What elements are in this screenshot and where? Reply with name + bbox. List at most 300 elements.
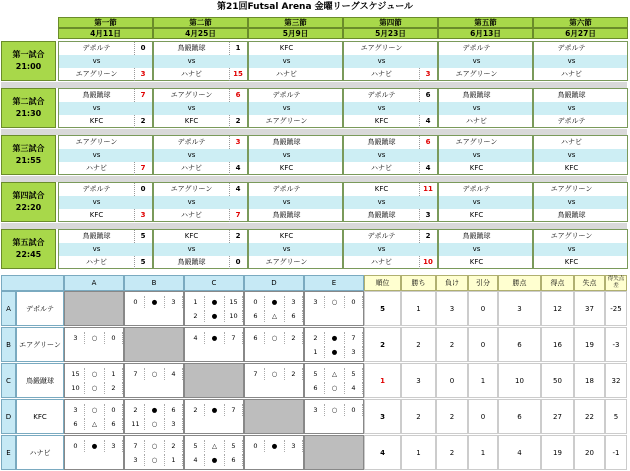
standings-row <box>1 363 627 398</box>
round-name: 第三節 <box>248 17 343 28</box>
match-cell <box>153 88 248 128</box>
match-cell <box>248 229 343 269</box>
result-line <box>125 296 185 308</box>
match-line <box>439 149 532 162</box>
vs-label: vs <box>187 198 196 206</box>
result-cell <box>304 399 364 434</box>
team-letter: E <box>1 435 16 470</box>
team-name: 鳥鍛蹴球 <box>557 211 586 219</box>
team-name: デポルテ <box>272 185 301 193</box>
col-header: C <box>184 275 244 291</box>
match-line <box>344 230 437 243</box>
result-line <box>185 404 245 416</box>
match-line <box>249 149 342 162</box>
match-line <box>249 68 342 81</box>
result-value: △ <box>205 440 225 452</box>
result-cell <box>64 291 124 326</box>
score: 6 <box>419 89 436 102</box>
corner-cell <box>1 275 64 291</box>
team-name: ハナビ <box>86 164 107 172</box>
match-line <box>249 183 342 196</box>
match-line <box>439 55 532 68</box>
result-cell <box>124 363 184 398</box>
result-cell <box>244 327 304 362</box>
result-cell <box>184 363 244 398</box>
result-value: 0 <box>247 296 265 308</box>
match-line <box>249 196 342 209</box>
result-value: 3 <box>285 440 303 452</box>
match-line <box>249 89 342 102</box>
game-label <box>1 41 56 81</box>
team-name: ハナビ <box>561 70 582 78</box>
team-name: 鳥鍛蹴球 <box>272 138 301 146</box>
result-value: ○ <box>145 418 165 430</box>
result-value: 6 <box>307 382 325 394</box>
score: 4 <box>229 162 246 175</box>
stat-header: 負け <box>436 275 468 291</box>
match-line <box>534 68 627 81</box>
match-line <box>344 209 437 222</box>
team-name: デポルテ <box>557 117 586 125</box>
score: 3 <box>419 209 436 222</box>
team-name: デポルテ <box>82 185 111 193</box>
vs-label: vs <box>92 198 101 206</box>
match-line <box>534 243 627 256</box>
score: 7 <box>134 89 151 102</box>
match-line <box>154 42 247 55</box>
result-value: 6 <box>165 404 183 416</box>
match-cell <box>153 41 248 81</box>
result-value: 2 <box>127 404 145 416</box>
game-block <box>1 135 627 175</box>
goal-diff: -1 <box>605 435 627 470</box>
result-value: 0 <box>127 296 145 308</box>
match-cell <box>248 41 343 81</box>
vs-label: vs <box>187 245 196 253</box>
result-value: 1 <box>105 368 123 380</box>
vs-label: vs <box>567 151 576 159</box>
team-name: KFC <box>469 258 484 266</box>
match-line <box>59 230 152 243</box>
score: 15 <box>229 68 246 81</box>
team-name: エアグリーン <box>550 232 593 240</box>
result-value: ○ <box>145 368 165 380</box>
match-cell <box>248 88 343 128</box>
score: 2 <box>419 230 436 243</box>
match-cell <box>438 182 533 222</box>
result-value: ● <box>145 404 165 416</box>
stat-header: 勝ち <box>401 275 436 291</box>
result-value: △ <box>265 310 285 322</box>
standings-row <box>1 327 627 362</box>
team-name: 鳥鍛蹴球 <box>272 211 301 219</box>
match-cell <box>438 135 533 175</box>
vs-label: vs <box>92 57 101 65</box>
game-time: 22:45 <box>15 250 42 259</box>
match-line <box>59 102 152 115</box>
result-line <box>185 310 245 322</box>
game-number: 第一試合 <box>12 50 45 59</box>
team-name: デポルテ <box>177 138 206 146</box>
result-value: ○ <box>325 404 345 416</box>
result-line <box>305 382 365 394</box>
vs-label: vs <box>377 198 386 206</box>
team-name: ハナビ <box>466 117 487 125</box>
match-cell <box>343 229 438 269</box>
match-line <box>344 115 437 128</box>
result-value: 3 <box>105 440 123 452</box>
match-line <box>249 55 342 68</box>
result-cell <box>184 327 244 362</box>
score: 3 <box>134 209 151 222</box>
result-cell <box>304 291 364 326</box>
vs-label: vs <box>567 198 576 206</box>
goals-for: 27 <box>541 399 574 434</box>
result-value: ● <box>265 440 285 452</box>
vs-label: vs <box>377 151 386 159</box>
result-line <box>305 296 365 308</box>
score: 2 <box>229 115 246 128</box>
match-line <box>154 243 247 256</box>
match-line <box>439 209 532 222</box>
vs-label: vs <box>472 245 481 253</box>
game-block <box>1 182 627 222</box>
result-value: 1 <box>307 346 325 358</box>
result-value: 7 <box>225 404 243 416</box>
vs-label: vs <box>472 104 481 112</box>
rank: 4 <box>364 435 401 470</box>
result-line <box>65 368 125 380</box>
result-value: ● <box>205 332 225 344</box>
team-name: デポルテ <box>462 185 491 193</box>
match-cell <box>153 182 248 222</box>
score: 0 <box>134 42 151 55</box>
game-time: 21:55 <box>15 156 42 165</box>
score: 3 <box>229 136 246 149</box>
team-name: デポルテ <box>367 91 396 99</box>
match-line <box>249 136 342 149</box>
vs-label: vs <box>472 198 481 206</box>
result-line <box>65 418 125 430</box>
team-name: エアグリーン <box>455 138 498 146</box>
vs-label: vs <box>472 151 481 159</box>
game-label <box>1 135 56 175</box>
match-line <box>154 183 247 196</box>
team-letter: C <box>1 363 16 398</box>
team-name: 鳥鍛蹴球 <box>462 232 491 240</box>
rank: 1 <box>364 363 401 398</box>
result-value: ● <box>325 332 345 344</box>
team-name: 鳥鍛蹴球 <box>367 138 396 146</box>
result-value: 1 <box>187 296 205 308</box>
team-name: エアグリーン <box>265 258 308 266</box>
team-name: エアグリーン <box>550 185 593 193</box>
vs-label: vs <box>377 104 386 112</box>
stat-header: 得点 <box>541 275 574 291</box>
match-line <box>534 162 627 175</box>
draws: 1 <box>468 363 498 398</box>
goal-diff: 5 <box>605 399 627 434</box>
match-line <box>439 230 532 243</box>
round-name: 第二節 <box>153 17 248 28</box>
draws: 0 <box>468 399 498 434</box>
result-cell <box>184 435 244 470</box>
team-name: KFC <box>16 399 64 434</box>
result-cell <box>64 363 124 398</box>
result-value: 15 <box>225 296 243 308</box>
match-line <box>439 196 532 209</box>
result-line <box>305 404 365 416</box>
wins: 2 <box>401 327 436 362</box>
match-cell <box>248 135 343 175</box>
result-value: △ <box>85 418 105 430</box>
result-value: ● <box>205 404 225 416</box>
col-header: A <box>64 275 124 291</box>
match-line <box>344 243 437 256</box>
result-cell <box>304 363 364 398</box>
team-name: 鳥鍛蹴球 <box>82 232 111 240</box>
result-value: ● <box>265 296 285 308</box>
match-line <box>344 42 437 55</box>
match-line <box>534 183 627 196</box>
match-line <box>534 196 627 209</box>
result-line <box>245 296 305 308</box>
match-line <box>154 136 247 149</box>
team-name: ハナビ <box>16 435 64 470</box>
game-number: 第四試合 <box>12 191 45 200</box>
match-line <box>534 89 627 102</box>
match-line <box>154 162 247 175</box>
result-value: 7 <box>225 332 243 344</box>
team-name: エアグリーン <box>455 70 498 78</box>
team-name: ハナビ <box>276 70 297 78</box>
round-date: 5月9日 <box>248 28 343 39</box>
result-value: 0 <box>67 440 85 452</box>
result-line <box>185 296 245 308</box>
vs-label: vs <box>567 245 576 253</box>
match-cell <box>533 88 628 128</box>
result-line <box>65 440 125 452</box>
vs-label: vs <box>472 57 481 65</box>
match-line <box>439 162 532 175</box>
match-line <box>59 42 152 55</box>
points: 4 <box>498 435 541 470</box>
match-cell <box>58 135 153 175</box>
team-name: ハナビ <box>86 258 107 266</box>
col-header: D <box>244 275 304 291</box>
goals-for: 50 <box>541 363 574 398</box>
match-line <box>344 256 437 269</box>
result-value: ● <box>205 296 225 308</box>
result-value: 0 <box>105 332 123 344</box>
match-line <box>534 115 627 128</box>
result-value: 3 <box>307 296 325 308</box>
result-value: ○ <box>85 382 105 394</box>
team-name: 鳥鍛蹴球 <box>82 91 111 99</box>
result-cell <box>304 435 364 470</box>
result-cell <box>244 363 304 398</box>
result-line <box>125 418 185 430</box>
team-name: ハナビ <box>561 138 582 146</box>
result-value: ○ <box>325 296 345 308</box>
goals-against: 18 <box>574 363 605 398</box>
score: 3 <box>134 68 151 81</box>
vs-label: vs <box>187 104 196 112</box>
result-value: 1 <box>165 454 183 466</box>
match-cell <box>343 182 438 222</box>
team-name: KFC <box>279 164 294 172</box>
col-header: B <box>124 275 184 291</box>
result-value: 0 <box>345 404 363 416</box>
result-value: ● <box>325 346 345 358</box>
match-line <box>59 55 152 68</box>
match-line <box>534 256 627 269</box>
vs-label: vs <box>187 57 196 65</box>
match-line <box>154 209 247 222</box>
team-name: デポルテ <box>16 291 64 326</box>
team-name: ハナビ <box>371 164 392 172</box>
match-line <box>534 55 627 68</box>
score: 0 <box>229 256 246 269</box>
team-name: デポルテ <box>462 44 491 52</box>
goals-for: 16 <box>541 327 574 362</box>
standings-row <box>1 399 627 434</box>
match-line <box>154 149 247 162</box>
goals-for: 12 <box>541 291 574 326</box>
team-name: エアグリーン <box>75 138 118 146</box>
team-name: KFC <box>89 117 104 125</box>
losses: 0 <box>436 363 468 398</box>
result-line <box>185 454 245 466</box>
stat-header: 得失点差 <box>605 275 627 291</box>
match-line <box>154 230 247 243</box>
result-value: 11 <box>127 418 145 430</box>
round-date: 5月23日 <box>343 28 438 39</box>
team-name: エアグリーン <box>360 44 403 52</box>
match-line <box>59 149 152 162</box>
result-value: ● <box>145 296 165 308</box>
team-name: ハナビ <box>181 70 202 78</box>
losses: 2 <box>436 399 468 434</box>
result-value: ○ <box>85 404 105 416</box>
result-cell <box>64 327 124 362</box>
draws: 1 <box>468 435 498 470</box>
losses: 3 <box>436 291 468 326</box>
wins: 2 <box>401 399 436 434</box>
result-cell <box>64 435 124 470</box>
match-line <box>439 183 532 196</box>
match-cell <box>533 41 628 81</box>
team-name: KFC <box>279 44 294 52</box>
result-value: ○ <box>85 368 105 380</box>
result-value: 0 <box>247 440 265 452</box>
round-date: 6月13日 <box>438 28 533 39</box>
match-line <box>59 115 152 128</box>
result-value: 7 <box>345 332 363 344</box>
team-name: 鳥鍛蹴球 <box>177 258 206 266</box>
result-value: 5 <box>345 368 363 380</box>
result-line <box>125 404 185 416</box>
match-cell <box>533 135 628 175</box>
result-line <box>125 454 185 466</box>
vs-label: vs <box>92 245 101 253</box>
match-line <box>154 89 247 102</box>
team-name: デポルテ <box>82 44 111 52</box>
game-block <box>1 229 627 269</box>
vs-label: vs <box>282 151 291 159</box>
team-name: KFC <box>564 258 579 266</box>
score: 11 <box>419 183 436 196</box>
result-cell <box>124 291 184 326</box>
match-line <box>154 256 247 269</box>
team-name: エアグリーン <box>170 91 213 99</box>
rank: 5 <box>364 291 401 326</box>
points: 3 <box>498 291 541 326</box>
team-name: ハナビ <box>181 211 202 219</box>
wins: 1 <box>401 435 436 470</box>
result-cell <box>244 291 304 326</box>
match-line <box>249 243 342 256</box>
team-name: エアグリーン <box>265 117 308 125</box>
match-cell <box>533 229 628 269</box>
team-name: ハナビ <box>181 164 202 172</box>
result-line <box>125 368 185 380</box>
team-name: エアグリーン <box>16 327 64 362</box>
result-value: 4 <box>187 454 205 466</box>
result-cell <box>244 435 304 470</box>
goals-against: 20 <box>574 435 605 470</box>
team-name: 鳥鍛蹴球 <box>462 91 491 99</box>
result-value: 6 <box>67 418 85 430</box>
result-value: 6 <box>247 332 265 344</box>
game-time: 22:20 <box>15 203 42 212</box>
match-cell <box>58 41 153 81</box>
team-name: KFC <box>184 117 199 125</box>
round-date: 4月25日 <box>153 28 248 39</box>
match-line <box>344 55 437 68</box>
match-cell <box>343 41 438 81</box>
team-name: エアグリーン <box>170 185 213 193</box>
match-line <box>59 183 152 196</box>
match-line <box>439 102 532 115</box>
wins: 3 <box>401 363 436 398</box>
result-value: ○ <box>145 440 165 452</box>
stat-header: 引分 <box>468 275 498 291</box>
result-cell <box>304 327 364 362</box>
match-line <box>439 42 532 55</box>
points: 6 <box>498 399 541 434</box>
result-value: ● <box>205 310 225 322</box>
goal-diff: -3 <box>605 327 627 362</box>
score: 4 <box>419 115 436 128</box>
game-number: 第二試合 <box>12 97 45 106</box>
result-cell <box>244 399 304 434</box>
stat-header: 失点 <box>574 275 605 291</box>
match-line <box>154 68 247 81</box>
match-line <box>534 42 627 55</box>
col-header: E <box>304 275 364 291</box>
result-value: 10 <box>225 310 243 322</box>
result-value: 2 <box>105 382 123 394</box>
game-label <box>1 182 56 222</box>
match-line <box>249 209 342 222</box>
goal-diff: 32 <box>605 363 627 398</box>
match-line <box>154 196 247 209</box>
match-line <box>344 102 437 115</box>
result-value: 0 <box>345 296 363 308</box>
team-name: ハナビ <box>371 70 392 78</box>
result-value: ○ <box>265 332 285 344</box>
